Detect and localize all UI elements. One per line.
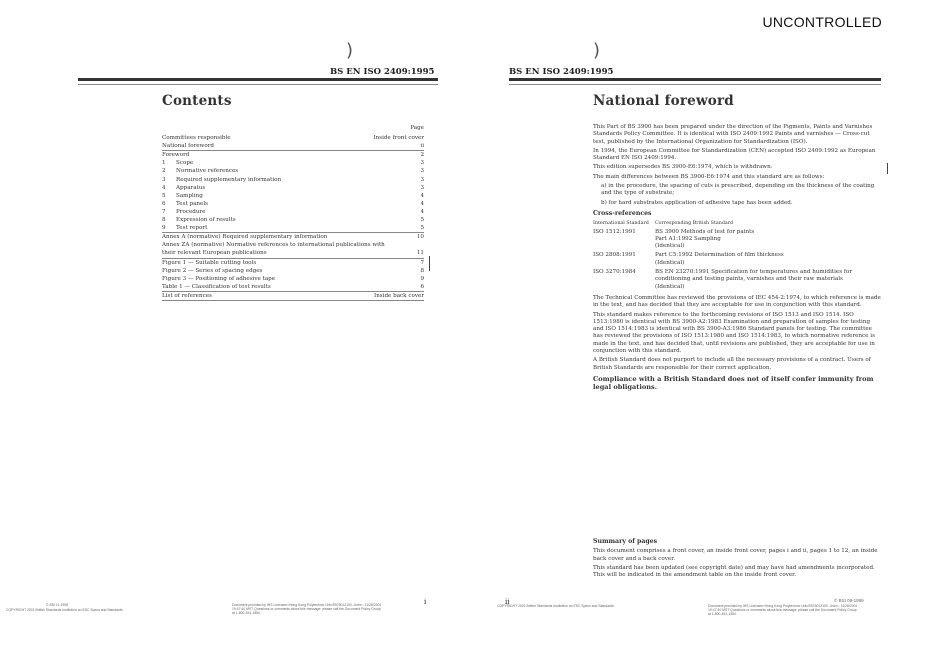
identical-note: (Identical)	[655, 283, 685, 290]
paragraph: This document comprises a front cover, an inside front cover, pages i and ii, pages 1 to 12, an inside back cover and a back cover.	[593, 548, 878, 562]
page-column-label: Page	[410, 125, 424, 131]
toc-entry	[162, 292, 424, 301]
toc-entry	[162, 142, 424, 151]
cross-ref-col-intl: International Standard	[593, 221, 649, 227]
toc-entry-number: 3	[162, 176, 166, 183]
toc-entry-number: 7	[162, 208, 166, 215]
toc-entry-label: List of references	[162, 292, 212, 299]
toc-entry-page: 8	[420, 267, 424, 274]
toc-entry	[162, 259, 424, 267]
toc-entry-number: 5	[162, 192, 166, 199]
left-footer-notice: Document provided by IHS Licensee=Hong Kong Polytechnic Univ/9976012100, User=, 11/28/2001 19:47:40 MST Questions or comments about this message: please call the Document Policy Group at 1-800-451-1584.	[232, 603, 382, 616]
toc-entry-page: 6	[420, 283, 424, 290]
toc-entry-page: 3	[420, 160, 424, 167]
right-footer-copyright: © BSI 09-1999	[834, 598, 864, 603]
list-item: a) in the procedure, the spacing of cuts is prescribed, depending on the thickness of the coating and the type of substrate;	[601, 183, 875, 197]
toc-entry-label: Figure 3 — Positioning of adhesive tape	[162, 275, 276, 282]
cross-ref-row	[593, 229, 881, 251]
page-title: Contents	[162, 93, 232, 109]
paragraph: In 1994, the European Committee for Standardization (CEN) accepted ISO 2409:1992 as European Standard EN ISO 2409:1994.	[593, 147, 876, 162]
toc-entry	[162, 159, 424, 167]
left-header-rule-thin	[78, 84, 438, 85]
toc-entry	[162, 176, 424, 184]
foreword-body	[593, 124, 881, 391]
toc-entry	[162, 267, 424, 275]
toc-entry-number: 1	[162, 160, 166, 167]
toc-entry-label: Committees responsible	[162, 135, 231, 142]
national-foreword-title: National foreword	[593, 93, 734, 109]
toc-entry-page: 3	[420, 168, 424, 175]
toc-entry-label: Table 1 — Classification of test results	[162, 283, 271, 290]
right-footer-source: COPYRIGHT 2001 British Standards Institution on ESC Specs and Standards	[497, 604, 614, 608]
toc-entry-label: Sampling	[176, 192, 203, 199]
summary-of-pages	[593, 538, 881, 581]
toc-entry	[162, 167, 424, 175]
toc-entry-number: 4	[162, 184, 166, 191]
right-header-rule-thin	[509, 84, 881, 85]
toc-entry-page: 4	[420, 192, 424, 199]
binding-mark-icon: )	[593, 40, 601, 61]
compliance-statement: Compliance with a British Standard does not of itself confer immunity from legal obligations.	[593, 374, 874, 391]
toc-entry	[162, 283, 424, 292]
paragraph: This Part of BS 3900 has been prepared under the direction of the Pigments, Paints and Varnishes Standards Policy Committee. It is identical with ISO 2409:1992 Paints and varnishes — Cross-cut test, published by the International Organization for Standardization (ISO).	[593, 124, 873, 145]
change-bar	[429, 256, 430, 271]
toc-entry-label: Test report	[176, 225, 208, 232]
toc-entry	[162, 151, 424, 159]
toc-entry-page: ii	[420, 143, 424, 150]
british-standard: Part C5:1992 Determination of film thickness	[655, 252, 784, 259]
cross-ref-header	[593, 220, 881, 227]
table-of-contents	[162, 124, 424, 301]
list-item: b) for hard substrates application of adhesive tape has been added.	[601, 199, 793, 206]
british-standard: BS EN 23270:1991 Specification for temperatures and humidities for conditioning and testing paints, varnishes and their raw materials	[655, 269, 853, 283]
toc-entry-label: Figure 2 — Series of spacing edges	[162, 267, 263, 274]
right-footer-notice: Document provided by IHS Licensee=Hong Kong Polytechnic Univ/9976012100, User=, 11/28/2001 19:47:40 MST Questions or comments about this message: please call the Document Policy Group at 1-800-451-1584.	[708, 604, 858, 617]
toc-entry-page: 5	[420, 217, 424, 224]
toc-entry	[162, 192, 424, 200]
toc-entry-label: Annex A (normative) Required supplementary information	[162, 234, 328, 241]
left-page-number: i	[424, 598, 427, 606]
paragraph: This standard has been updated (see copyright date) and may have had amendments incorporated. This will be indicated in the amendment table on the inside front cover.	[593, 564, 875, 579]
toc-entry-page: Inside back cover	[373, 292, 424, 299]
identical-note: (Identical)	[655, 243, 685, 250]
toc-entry-label: Foreword	[162, 152, 190, 159]
right-running-header: BS EN ISO 2409:1995	[509, 67, 614, 77]
summary-heading: Summary of pages	[593, 538, 658, 545]
toc-entry	[162, 224, 424, 233]
toc-entry-label: Procedure	[176, 208, 206, 215]
left-footer-copyright: © BSI 11-1998	[46, 603, 69, 607]
toc-entry-label: Normative references	[176, 168, 239, 175]
identical-note: (Identical)	[655, 259, 685, 266]
toc-entry	[162, 200, 424, 208]
toc-entry-label: Required supplementary information	[176, 176, 282, 183]
left-running-header: BS EN ISO 2409:1995	[330, 67, 435, 77]
toc-entry	[162, 184, 424, 192]
toc-entry	[162, 216, 424, 224]
toc-entry-number: 6	[162, 200, 166, 207]
right-page-number: ii	[505, 598, 510, 606]
toc-entry-page: 5	[420, 225, 424, 232]
toc-entry-label: Apparatus	[176, 184, 206, 191]
cross-ref-col-bs: Corresponding British Standard	[655, 221, 734, 227]
paragraph: The main differences between BS 3900-E6:1974 and this standard are as follows:	[593, 173, 825, 180]
intl-standard: ISO 1512:1991	[593, 228, 636, 235]
toc-entry-number: 8	[162, 217, 166, 224]
toc-entry-page: 4	[420, 200, 424, 207]
toc-entry	[162, 275, 424, 283]
toc-entry-label: Scope	[176, 160, 194, 167]
toc-entry-label: Test panels	[176, 200, 208, 207]
british-standard-part: Part A1:1992 Sampling	[655, 235, 721, 242]
intl-standard: ISO 2808:1991	[593, 252, 636, 259]
toc-entry-label: National foreword	[162, 143, 214, 150]
toc-entry-label: Annex ZA (normative) Normative references to international publications with their relevant European publications	[162, 242, 385, 257]
right-header-rule	[509, 78, 881, 81]
toc-entry-number: 9	[162, 225, 166, 232]
binding-mark-icon: )	[346, 40, 354, 61]
paragraph: This standard makes reference to the forthcoming revisions of ISO 1513 and ISO 1514. ISO 1513:1980 is identical with BS 3900-A2:1983 Examination and preparation of samples for testing and ISO 1514:1983 is identical with BS 3900-A3:1986 Standard panels for testing. The committee has reviewed the provisions of ISO 1513:1980 and ISO 1514:1983, to which normative reference is made in the text, and has decided that, until revisions are published, they are acceptable for use in conjunction with this standard.	[593, 311, 875, 355]
toc-entry	[162, 233, 424, 241]
left-footer-source: COPYRIGHT 2001 British Standards Institution on ESC Specs and Standards	[6, 608, 123, 612]
cross-references-heading: Cross-references	[593, 209, 652, 217]
paragraph: A British Standard does not purport to include all the necessary provisions of a contract. Users of British Standards are responsible for their correct application.	[593, 357, 871, 371]
toc-entry-page: Inside front cover	[373, 135, 424, 142]
change-bar	[887, 163, 888, 174]
paragraph: The Technical Committee has reviewed the provisions of IEC 454-2:1974, to which reference is made in the text, and has decided that they are acceptable for use in conjunction with this standard.	[593, 294, 881, 309]
uncontrolled-watermark: UNCONTROLLED	[762, 14, 882, 30]
cross-ref-row	[593, 269, 881, 291]
british-standard: BS 3900 Methods of test for paints	[655, 228, 755, 235]
left-header-rule	[78, 78, 438, 81]
toc-entry-page: 9	[420, 275, 424, 282]
toc-entry-label: Expression of results	[176, 217, 236, 224]
intl-standard: ISO 3270:1984	[593, 269, 636, 276]
toc-entry-page: 2	[420, 152, 424, 159]
toc-entry-page: 7	[420, 259, 424, 266]
toc-entry	[162, 208, 424, 216]
cross-ref-row	[593, 252, 881, 267]
toc-entry	[162, 134, 424, 142]
toc-entry-page: 11	[416, 250, 424, 257]
toc-entry-page: 3	[420, 184, 424, 191]
toc-entry-page: 3	[420, 176, 424, 183]
toc-entry-label: Figure 1 — Suitable cutting tools	[162, 259, 257, 266]
toc-entry-number: 2	[162, 168, 166, 175]
paragraph: This edition supersedes BS 3900-E6:1974, which is withdrawn.	[593, 164, 773, 171]
toc-entry	[162, 241, 424, 258]
toc-entry-page: 10	[416, 234, 424, 241]
toc-entry-page: 4	[420, 208, 424, 215]
